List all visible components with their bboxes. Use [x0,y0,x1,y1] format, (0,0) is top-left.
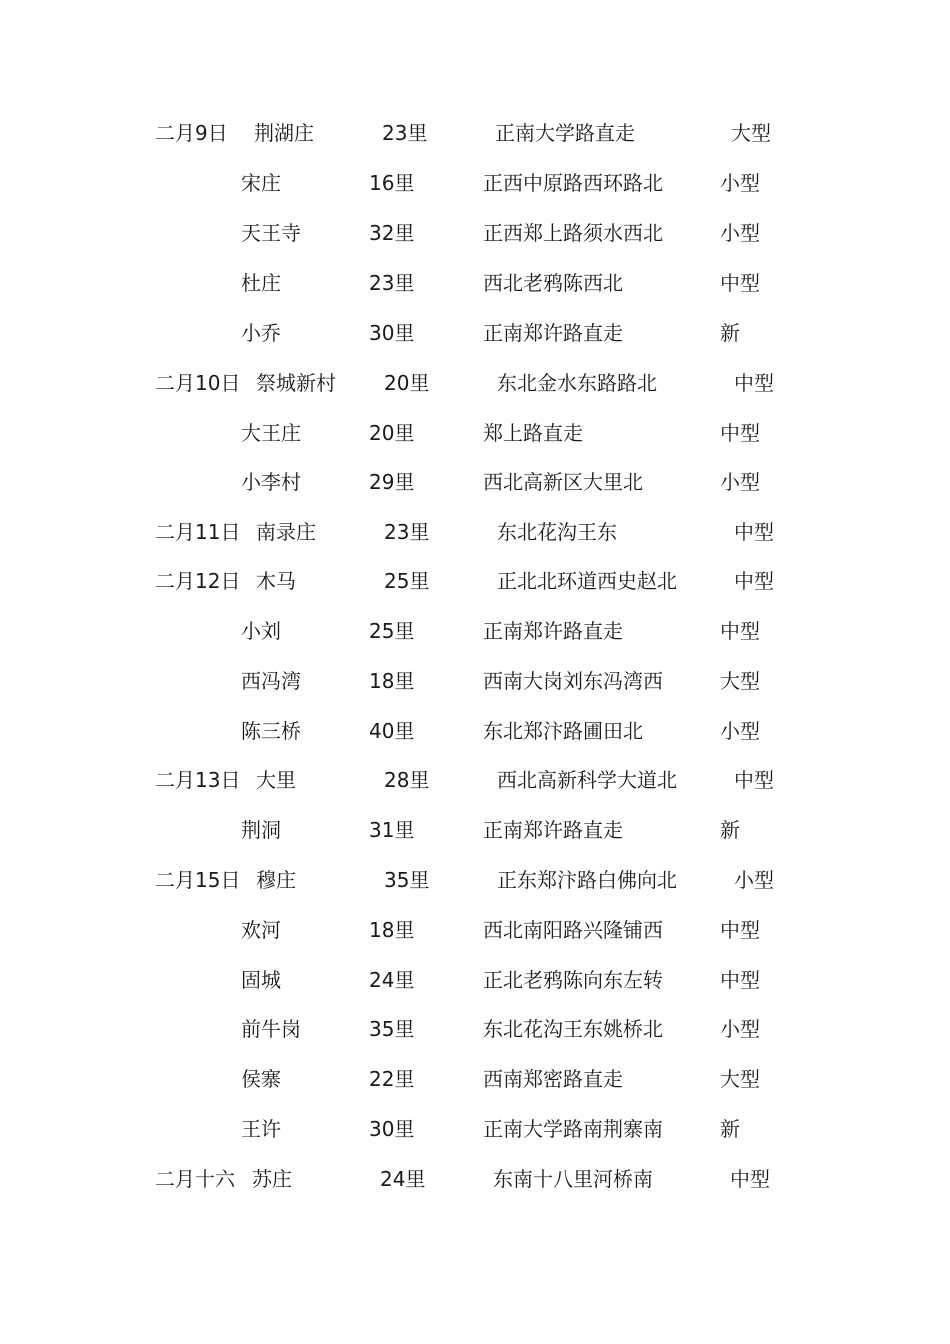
route-cell: 东北花沟王东 [497,520,617,544]
table-row [0,218,950,248]
distance-cell: 24里 [369,968,415,992]
distance-cell: 35里 [384,868,430,892]
size-cell: 小型 [720,1017,760,1041]
size-cell: 小型 [734,868,774,892]
size-cell: 中型 [720,918,760,942]
table-row [0,616,950,646]
route-cell: 正南大学路直走 [495,121,635,145]
table-row [0,517,950,547]
distance-cell: 23里 [382,121,428,145]
place-cell: 天王寺 [241,221,301,245]
distance-cell: 28里 [384,768,430,792]
route-cell: 西北高新区大里北 [483,470,643,494]
distance-cell: 18里 [369,918,415,942]
route-cell: 西北高新科学大道北 [497,768,677,792]
date-cell: 二月12日 [155,569,241,593]
route-cell: 西南大岗刘东冯湾西 [483,669,663,693]
route-cell: 西南郑密路直走 [483,1067,623,1091]
table-row [0,118,950,148]
route-cell: 东北郑汴路圃田北 [483,719,643,743]
place-cell: 小李村 [241,470,301,494]
place-cell: 荆湖庄 [254,121,314,145]
route-cell: 西北老鸦陈西北 [483,271,623,295]
distance-cell: 30里 [369,1117,415,1141]
route-cell: 正南郑许路直走 [483,818,623,842]
date-cell: 二月10日 [155,371,241,395]
distance-cell: 25里 [384,569,430,593]
date-cell: 二月十六 [155,1167,235,1191]
place-cell: 小乔 [241,321,281,345]
size-cell: 大型 [720,669,760,693]
size-cell: 小型 [720,470,760,494]
size-cell: 中型 [730,1167,770,1191]
size-cell: 新 [720,818,740,842]
route-cell: 正北北环道西史赵北 [497,569,677,593]
date-cell: 二月15日 [155,868,241,892]
table-row [0,815,950,845]
size-cell: 新 [720,321,740,345]
route-cell: 东南十八里河桥南 [493,1167,653,1191]
distance-cell: 23里 [369,271,415,295]
table-row [0,1114,950,1144]
size-cell: 大型 [731,121,771,145]
place-cell: 荆洞 [241,818,281,842]
size-cell: 中型 [734,768,774,792]
route-cell: 东北金水东路路北 [497,371,657,395]
place-cell: 南录庄 [256,520,316,544]
table-row [0,666,950,696]
table-row [0,965,950,995]
size-cell: 中型 [734,520,774,544]
place-cell: 王许 [241,1117,281,1141]
place-cell: 大里 [256,768,296,792]
size-cell: 中型 [734,371,774,395]
distance-cell: 18里 [369,669,415,693]
place-cell: 固城 [241,968,281,992]
route-cell: 东北花沟王东姚桥北 [483,1017,663,1041]
distance-cell: 16里 [369,171,415,195]
route-cell: 郑上路直走 [483,421,583,445]
place-cell: 穆庄 [256,868,296,892]
distance-cell: 31里 [369,818,415,842]
distance-cell: 23里 [384,520,430,544]
place-cell: 苏庄 [252,1167,292,1191]
place-cell: 杜庄 [241,271,281,295]
place-cell: 欢河 [241,918,281,942]
place-cell: 西冯湾 [241,669,301,693]
distance-cell: 25里 [369,619,415,643]
table-row [0,1164,950,1194]
table-row [0,168,950,198]
table-row [0,1014,950,1044]
size-cell: 新 [720,1117,740,1141]
size-cell: 小型 [720,221,760,245]
route-cell: 正西郑上路须水西北 [483,221,663,245]
size-cell: 中型 [720,421,760,445]
table-row [0,865,950,895]
distance-cell: 30里 [369,321,415,345]
date-cell: 二月9日 [155,121,228,145]
size-cell: 大型 [720,1067,760,1091]
place-cell: 前牛岗 [241,1017,301,1041]
table-row [0,765,950,795]
table-row [0,418,950,448]
table-row [0,467,950,497]
size-cell: 中型 [734,569,774,593]
size-cell: 中型 [720,619,760,643]
table-row [0,915,950,945]
place-cell: 大王庄 [241,421,301,445]
table-row [0,566,950,596]
size-cell: 中型 [720,968,760,992]
route-cell: 正西中原路西环路北 [483,171,663,195]
table-row [0,268,950,298]
distance-cell: 20里 [369,421,415,445]
table-row [0,1064,950,1094]
route-cell: 西北南阳路兴隆铺西 [483,918,663,942]
route-cell: 正南郑许路直走 [483,321,623,345]
distance-cell: 20里 [384,371,430,395]
place-cell: 陈三桥 [241,719,301,743]
distance-cell: 35里 [369,1017,415,1041]
place-cell: 小刘 [241,619,281,643]
route-cell: 正北老鸦陈向东左转 [483,968,663,992]
distance-cell: 40里 [369,719,415,743]
place-cell: 侯寨 [241,1067,281,1091]
place-cell: 祭城新村 [256,371,336,395]
distance-cell: 29里 [369,470,415,494]
route-cell: 正东郑汴路白佛向北 [497,868,677,892]
route-cell: 正南郑许路直走 [483,619,623,643]
date-cell: 二月13日 [155,768,241,792]
size-cell: 小型 [720,719,760,743]
distance-cell: 24里 [380,1167,426,1191]
date-cell: 二月11日 [155,520,241,544]
place-cell: 宋庄 [241,171,281,195]
distance-cell: 22里 [369,1067,415,1091]
route-cell: 正南大学路南荆寨南 [483,1117,663,1141]
distance-cell: 32里 [369,221,415,245]
table-row [0,716,950,746]
size-cell: 中型 [720,271,760,295]
place-cell: 木马 [256,569,296,593]
table-row [0,318,950,348]
size-cell: 小型 [720,171,760,195]
table-row [0,368,950,398]
